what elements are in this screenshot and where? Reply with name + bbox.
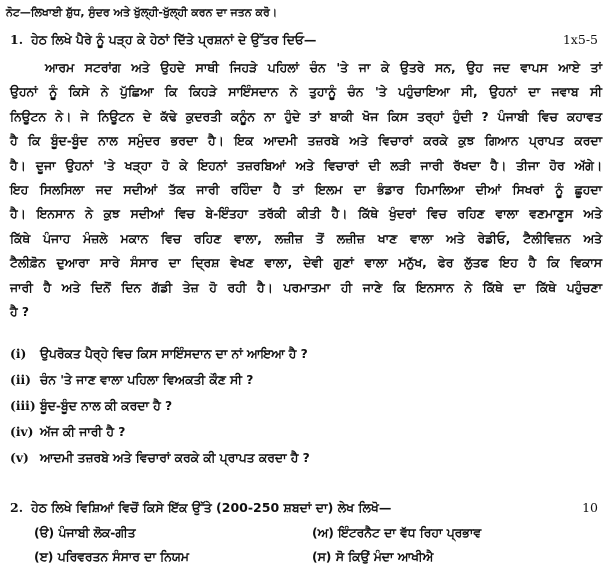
passage [10,56,602,324]
sub-question-1 [10,342,308,366]
sub-question-2 [10,368,253,392]
question-1-marks: 1x5-5 [562,32,598,47]
question-2-instruction: ਹੇਠ ਲਿਖੇ ਵਿਸ਼ਿਆਂ ਵਿਚੋਂ ਕਿਸੇ ਇੱਕ ਉੱਤੇ (200-250 ਸ਼ਬਦਾਂ ਦਾ) ਲੇਖ ਲਿਖੋ— [31,500,392,515]
sub-question-label: (iii) [10,398,36,413]
sub-question-5 [10,446,310,470]
sub-question-label: (i) [10,346,27,361]
passage-line: ਹੈ। ਦੂਜਾ ਉਹਨਾਂ 'ਤੇ ਖੜ੍ਹਾ ਹੋ ਕੇ ਇਹਨਾਂ ਤਜ਼ਰਬਿਆਂ ਅਤੇ ਵਿਚਾਰਾਂ ਦੀ ਲੜੀ ਜਾਰੀ ਰੱਖਦਾ ਹੈ। ਤੀਜਾ ਹੋਰ ਅੱਗੇ। [10,158,602,173]
sub-question-text: ਉਪਰੋਕਤ ਪੈਰ੍ਹੇ ਵਿਚ ਕਿਸ ਸਾਇੰਸਦਾਨ ਦਾ ਨਾਂ ਆਇਆ ਹੈ ? [40,347,308,361]
essay-option: (ੲ) ਪਰਿਵਰਤਨ ਸੰਸਾਰ ਦਾ ਨਿਯਮ [34,550,189,564]
question-1-header [10,32,598,48]
sub-question-4 [10,420,125,444]
passage-line: ਹੈ ਕਿ ਬੂੰਦ-ਬੂੰਦ ਨਾਲ ਸਮੁੰਦਰ ਭਰਦਾ ਹੈ। ਇਕ ਆਦਮੀ ਤਜ਼ਰਬੇ ਅਤੇ ਵਿਚਾਰਾਂ ਕਰਕੇ ਕੁਝ ਗਿਆਨ ਪ੍ਰਾਪਤ ਕਰਦਾ [10,134,602,149]
sub-question-text: ਆਦਮੀ ਤਜ਼ਰਬੇ ਅਤੇ ਵਿਚਾਰਾਂ ਕਰਕੇ ਕੀ ਪ੍ਰਾਪਤ ਕਰਦਾ ਹੈ ? [40,451,310,465]
passage-line: ਟੈਲੀਫ਼ੋਨ ਦੁਆਰਾ ਸਾਰੇ ਸੰਸਾਰ ਦਾ ਦ੍ਰਿਸ਼ ਵੇਖਣ ਵਾਲਾ, ਦੇਵੀ ਗੁਣਾਂ ਵਾਲਾ ਮਨੁੱਖ, ਫੇਰ ਲੁੱਤਫ ਇਹ ਹੈ ਕਿ ਵਿਕਾਸ [10,256,602,271]
essay-option: (ਸ) ਸੋ ਕਿਉਂ ਮੰਦਾ ਆਖੀਐ [312,550,434,564]
passage-line: ਕਿੱਥੇ ਪੰਜਾਹ ਮੰਜ਼ਲੇ ਮਕਾਨ ਵਿਚ ਰਹਿਣ ਵਾਲਾ, ਲਜ਼ੀਜ਼ ਤੋਂ ਲਜ਼ੀਜ਼ ਖਾਣ ਵਾਲਾ ਅਤੇ ਰੇਡੀਓ, ਟੈਲੀਵਿਜ਼ਨ ਅਤੇ [10,231,602,246]
passage-line: ਨਿਊਟਨ ਨੇ। ਜੇ ਨਿਊਟਨ ਦੇ ਕੱਢੇ ਕੁਦਰਤੀ ਕਨੂੰਨ ਨਾ ਹੁੰਦੇ ਤਾਂ ਬਾਕੀ ਖੋਜ ਕਿਸ ਤਰ੍ਹਾਂ ਹੁੰਦੀ ? ਪੰਜਾਬੀ ਵਿਚ ਕਹਾਵਤ [10,109,602,124]
question-1-instruction: ਹੇਠ ਲਿਖੇ ਪੈਰੇ ਨੂੰ ਪੜ੍ਹ ਕੇ ਹੇਠਾਂ ਦਿੱਤੇ ਪ੍ਰਸ਼ਨਾਂ ਦੇ ਉੱਤਰ ਦਿਓ— [31,32,317,47]
question-1-number: 1. [10,32,24,47]
sub-question-text: ਬੂੰਦ-ਬੂੰਦ ਨਾਲ ਕੀ ਕਰਦਾ ਹੈ ? [40,399,173,413]
instruction-note: ਨੋਟ—ਲਿਖਾਈ ਸ਼ੁੱਧ, ਸੁੰਦਰ ਅਤੇ ਖੁੱਲ੍ਹੀ-ਖੁੱਲ੍ਹੀ ਕਰਨ ਦਾ ਜਤਨ ਕਰੋ। [6,6,278,19]
passage-line: ਉਹਨਾਂ ਨੂੰ ਕਿਸੇ ਨੇ ਪੁੱਛਿਆ ਕਿ ਕਿਹੜੇ ਸਾਇੰਸਦਾਨ ਨੇ ਤੁਹਾਨੂੰ ਚੰਨ 'ਤੇ ਪਹੁੰਚਾਇਆ ਸੀ, ਉਹਨਾਂ ਦਾ ਜਵਾਬ ਸੀ [10,85,602,100]
sub-question-label: (iv) [10,424,34,439]
essay-option: (ਅ) ਇੰਟਰਨੈਟ ਦਾ ਵੱਧ ਰਿਹਾ ਪ੍ਰਭਾਵ [312,526,482,540]
essay-option: (ੳ) ਪੰਜਾਬੀ ਲੋਕ-ਗੀਤ [34,526,136,540]
passage-line: ਜਾਰੀ ਹੈ ਅਤੇ ਦਿਨੋਂ ਦਿਨ ਗੱਡੀ ਤੇਜ਼ ਹੋ ਰਹੀ ਹੈ। ਪਰਮਾਤਮਾ ਹੀ ਜਾਣੇ ਕਿ ਇਨਸਾਨ ਨੇ ਕਿੱਥੇ ਦਾ ਕਿੱਥੇ ਪਹੁੰਚਣਾ [10,280,602,295]
passage-line: ਹੈ। ਇਨਸਾਨ ਨੇ ਕੁਝ ਸਦੀਆਂ ਵਿਚ ਬੇ-ਇੰਤਹਾ ਤਰੱਕੀ ਕੀਤੀ ਹੈ। ਕਿੱਥੇ ਖੁੰਦਰਾਂ ਵਿਚ ਰਹਿਣ ਵਾਲਾ ਵਣਮਾਣੂਸ ਅਤੇ [10,207,602,222]
sub-question-text: ਅੱਜ ਕੀ ਜਾਰੀ ਹੈ ? [40,425,126,439]
passage-line: ਆਰਮ ਸਟਰਾਂਗ ਅਤੇ ਉਹਦੇ ਸਾਥੀ ਜਿਹੜੇ ਪਹਿਲਾਂ ਚੰਨ 'ਤੇ ਜਾ ਕੇ ਉਤਰੇ ਸਨ, ਉਹ ਜਦ ਵਾਪਸ ਆਏ ਤਾਂ [45,61,602,75]
sub-question-label: (v) [10,450,29,465]
sub-question-text: ਚੰਨ 'ਤੇ ਜਾਣ ਵਾਲਾ ਪਹਿਲਾ ਵਿਅਕਤੀ ਕੌਣ ਸੀ ? [40,373,254,387]
passage-line: ਹੈ ? [10,304,29,319]
question-2-number: 2. [10,500,24,515]
passage-line: ਇਹ ਸਿਲਸਿਲਾ ਜਦ ਸਦੀਆਂ ਤੱਕ ਜਾਰੀ ਰਹਿੰਦਾ ਹੈ ਤਾਂ ਇਲਮ ਦਾ ਭੰਡਾਰ ਹਿਮਾਲਿਆ ਦੀਆਂ ਸਿਖਰਾਂ ਨੂੰ ਛੂਹਦਾ [10,182,602,197]
sub-question-3 [10,394,172,418]
question-2-marks: 10 [582,500,598,515]
question-2-header [10,500,598,516]
sub-question-label: (ii) [10,372,31,387]
